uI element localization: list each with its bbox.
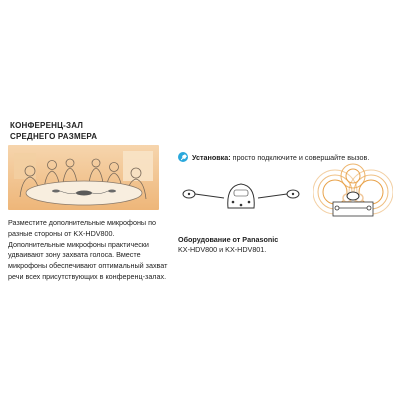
wrench-icon bbox=[178, 152, 188, 162]
conference-room-illustration bbox=[8, 145, 159, 210]
section-title bbox=[10, 120, 190, 142]
setup-text: просто подключите и совершайте вызов. bbox=[232, 152, 370, 162]
section-description: Разместите дополнительные микрофоны по разные стороны от KX-HDV800. Дополнительные микрофоны практически удваивают зону захвата голоса. Вместе микрофоны обеспечивают оптимальный захват речи всех присутствующих в конференц-залах. bbox=[8, 218, 168, 281]
equipment-info bbox=[178, 235, 368, 255]
equipment-models: KX-HDV800 и KX-HDV801. bbox=[178, 245, 267, 254]
extension-mic-icon-right bbox=[287, 190, 299, 198]
section-title-line1: КОНФЕРЕНЦ-ЗАЛ bbox=[10, 121, 84, 130]
voice-pickup-range-diagram bbox=[313, 158, 393, 233]
extension-mic-icon-left bbox=[183, 190, 195, 198]
setup-label: Установка: bbox=[192, 152, 231, 162]
microphone-setup-diagram bbox=[176, 172, 306, 227]
conference-phone-icon bbox=[228, 184, 254, 208]
section-title-line2: СРЕДНЕГО РАЗМЕРА bbox=[10, 132, 98, 141]
equipment-title: Оборудование от Panasonic bbox=[178, 235, 279, 244]
